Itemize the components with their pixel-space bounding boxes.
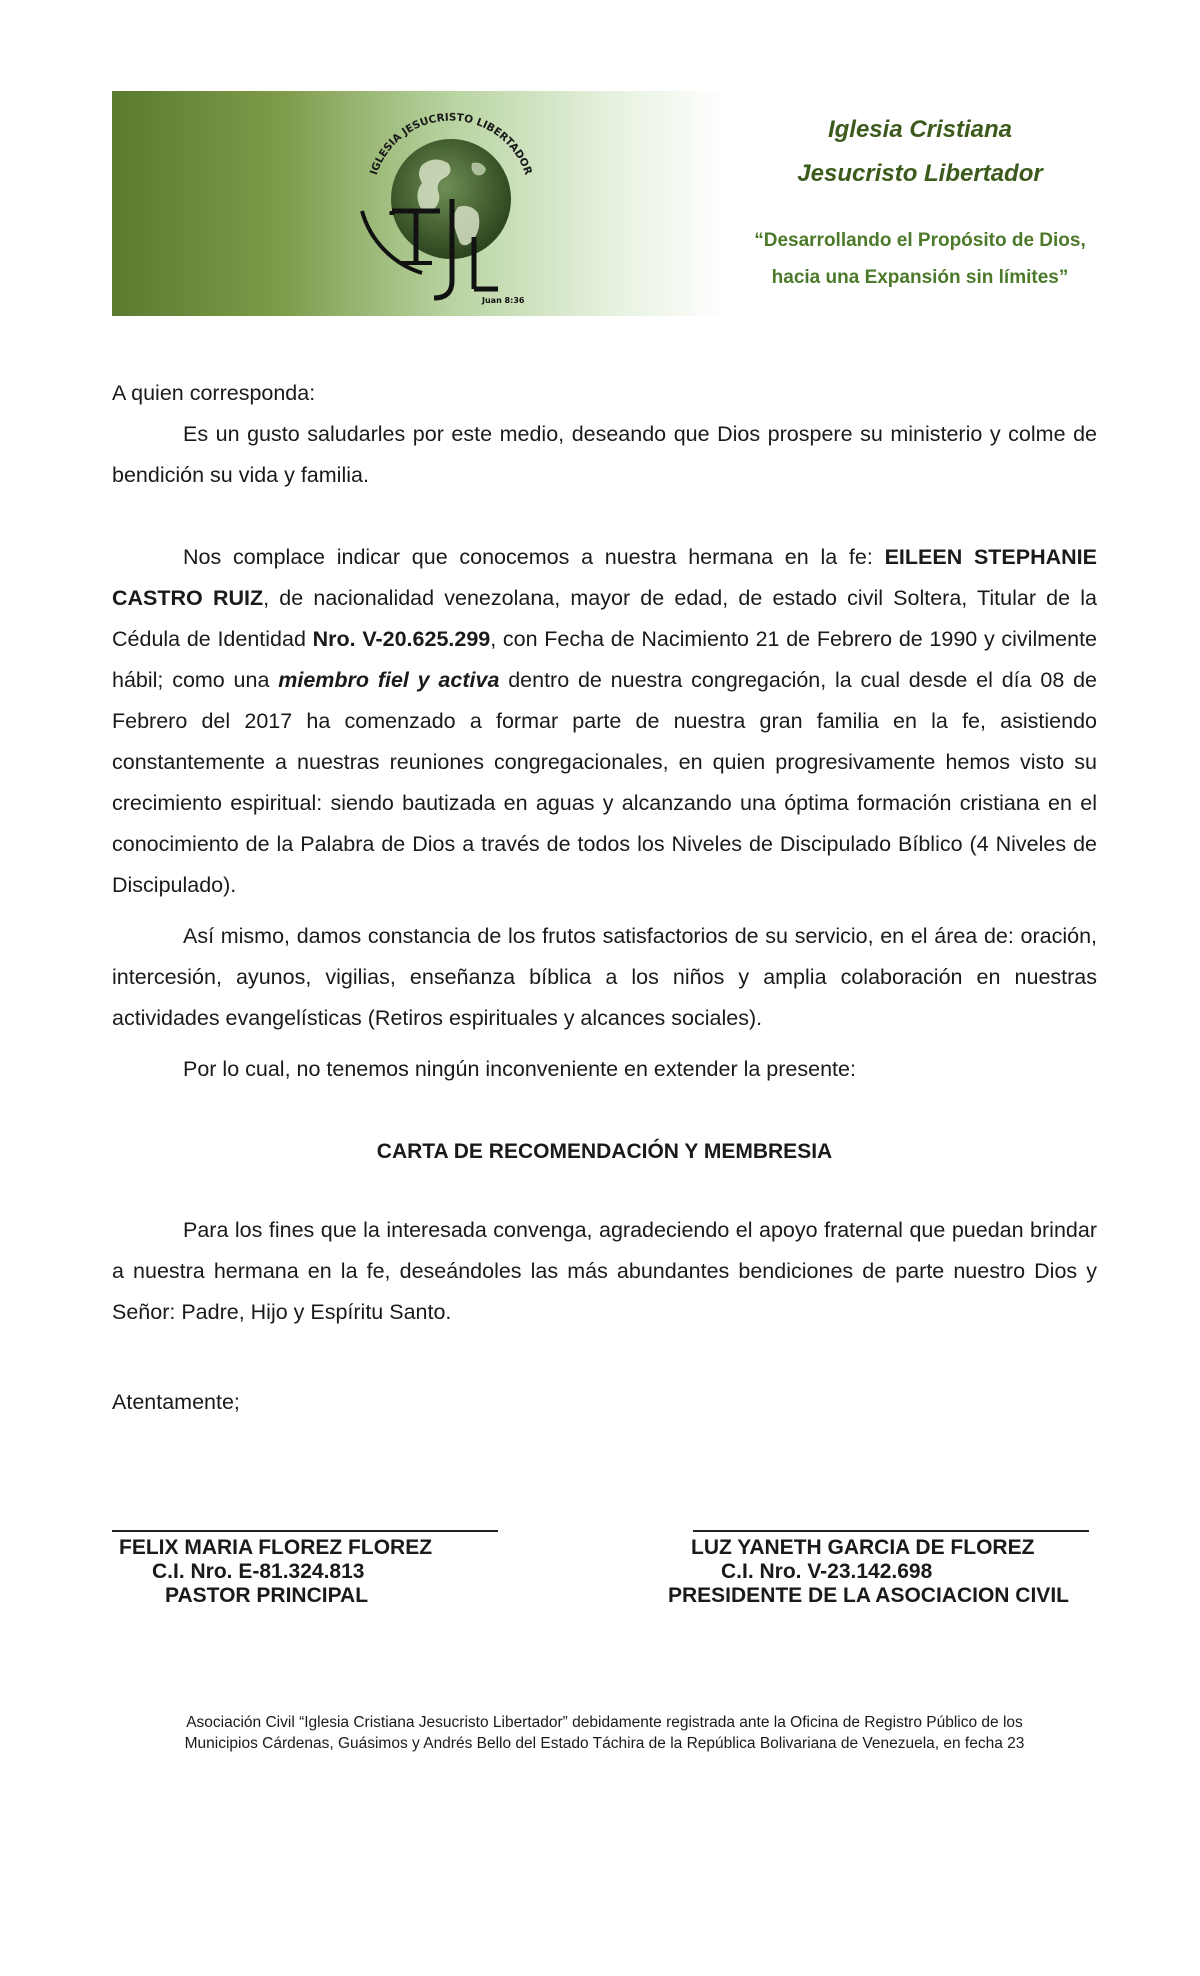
- paragraph-statement: Por lo cual, no tenemos ningún inconveniente en extender la presente:: [183, 1057, 856, 1081]
- document-title: CARTA DE RECOMENDACIÓN Y MEMBRESIA: [376, 1140, 833, 1163]
- church-title: [720, 108, 1120, 196]
- signer-left-name: FELIX MARIA FLOREZ FLOREZ: [119, 1536, 433, 1559]
- p2-text-3: , con Fecha de Nacimiento 21 de Febrero de 1990 y civilmente hábil; como una: [112, 627, 1097, 692]
- footer-line2: Municipios Cárdenas, Guásimos y Andrés Bello del Estado Táchira de la República Bolivariana de Venezuela, en fecha 23: [184, 1735, 1025, 1752]
- paragraph-member-details: [112, 537, 1097, 906]
- signature-line-right: [693, 1530, 1089, 1532]
- p2-text-4: dentro de nuestra congregación, la cual desde el día 08 de Febrero del 2017 ha comenzado a formar parte de nuestra gran familia en la fe, asistiendo constantemente a nuestras reuniones congregacionales, en quien progresivamente hemos visto su crecimiento espiritual: siendo bautizada en aguas y alcanzando una óptima formación cristiana en el conocimiento de la Palabra de Dios a través de todos los Niveles de Discipulado Bíblico (4 Niveles de Discipulado).: [112, 668, 1098, 897]
- footer-legal-note: [112, 1712, 1097, 1754]
- salutation: A quien corresponda:: [112, 381, 316, 405]
- signature-left: [119, 1536, 499, 1608]
- church-logo: [352, 103, 552, 308]
- motto-line1: “Desarrollando el Propósito de Dios,: [754, 230, 1086, 251]
- paragraph-service: Así mismo, damos constancia de los frutos satisfactorios de su servicio, en el área de: oración, intercesión, ayunos, vigilias, enseñanza bíblica a los niños y amplia colaboración en nuestras actividades evangelísticas (Retiros espirituales y alcances sociales).: [112, 924, 1097, 1030]
- signature-right: [668, 1536, 1108, 1608]
- member-status-emphasis: miembro fiel y activa: [278, 668, 500, 692]
- closing-word: Atentamente;: [112, 1390, 240, 1414]
- signature-line-left: [112, 1530, 498, 1532]
- signer-left-role: PASTOR PRINCIPAL: [165, 1584, 369, 1607]
- svg-text:IGLESIA JESUCRISTO LIBERTADOR: IGLESIA JESUCRISTO LIBERTADOR: [367, 111, 535, 177]
- church-title-line2: Jesucristo Libertador: [797, 160, 1043, 187]
- p2-text-2: , de nacionalidad venezolana, mayor de edad, de estado civil Soltera, Titular de la Cédula de Identidad: [112, 586, 1097, 651]
- letter-body: [112, 373, 1097, 1423]
- paragraph-closing-blessing: Para los fines que la interesada convenga, agradeciendo el apoyo fraternal que puedan brindar a nuestra hermana en la fe, deseándoles las más abundantes bendiciones de parte nuestro Dios y Señor: Padre, Hijo y Espíritu Santo.: [112, 1218, 1097, 1324]
- p2-text-1: Nos complace indicar que conocemos a nuestra hermana en la fe:: [183, 545, 885, 569]
- church-title-line1: Iglesia Cristiana: [827, 116, 1013, 143]
- signer-right-name: LUZ YANETH GARCIA DE FLOREZ: [691, 1536, 1035, 1559]
- signer-left-id: C.I. Nro. E-81.324.813: [152, 1560, 365, 1583]
- signer-right-role: PRESIDENTE DE LA ASOCIACION CIVIL: [668, 1584, 1069, 1607]
- church-motto: [720, 222, 1120, 296]
- paragraph-greeting: Es un gusto saludarles por este medio, deseando que Dios prospere su ministerio y colme de bendición su vida y familia.: [112, 422, 1097, 487]
- footer-line1: Asociación Civil “Iglesia Cristiana Jesucristo Libertador” debidamente registrada ante la Oficina de Registro Público de los: [186, 1714, 1023, 1731]
- header-banner: [112, 91, 727, 316]
- member-id-number: Nro. V-20.625.299: [312, 627, 491, 651]
- motto-line2: hacia una Expansión sin límites”: [771, 267, 1069, 288]
- signer-right-id: C.I. Nro. V-23.142.698: [721, 1560, 933, 1583]
- svg-text:Juan 8:36: Juan 8:36: [482, 296, 525, 305]
- member-name: EILEEN STEPHANIE CASTRO RUIZ: [112, 545, 1097, 610]
